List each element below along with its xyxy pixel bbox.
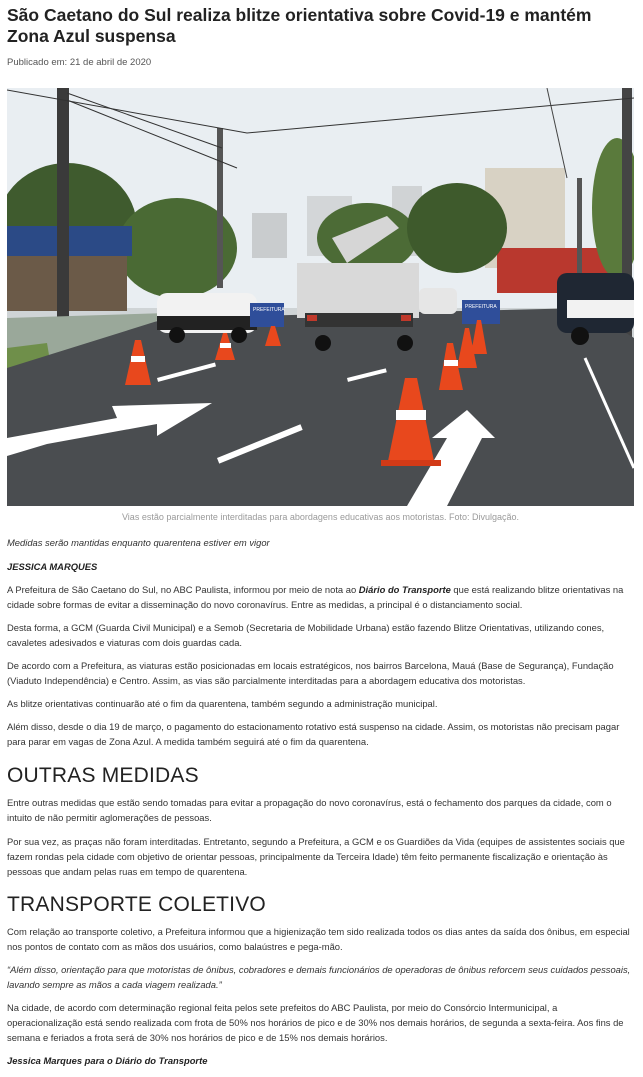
publish-date: Publicado em: 21 de abril de 2020 <box>7 57 152 68</box>
paragraph-6: Entre outras medidas que estão sendo tomadas para evitar a propagação do novo coronavírus, está o fechamento dos parques da cidade, com o intuito de não permitir aglomerações de pessoas. <box>7 797 612 823</box>
barricade-sign-text: PREFEITURA <box>253 307 285 313</box>
article-title: São Caetano do Sul realiza blitze orientativa sobre Covid-19 e mantém Zona Azul suspensa <box>7 5 592 46</box>
quote-paragraph: “Além disso, orientação para que motoristas de ônibus, cobradores e demais funcionários de operadoras de ônibus reforcem seus cuidados pessoais, lavando sempre as mãos a cada viagem realizada.” <box>7 964 631 990</box>
paragraph-8: Com relação ao transporte coletivo, a Prefeitura informou que a higienização tem sido realizada todos os dias antes da saída dos ônibus, em especial nos pontos de contato com as mãos dos usuários, como balaústres e pega-mão. <box>7 926 630 952</box>
paragraph-1-pre: A Prefeitura de São Caetano do Sul, no ABC Paulista, informou por meio de nota ao <box>7 584 359 595</box>
section-heading-transporte-coletivo: TRANSPORTE COLETIVO <box>7 893 266 916</box>
author-name: JESSICA MARQUES <box>7 561 98 572</box>
article-photo <box>7 88 634 506</box>
street-blitz-photo <box>7 88 634 506</box>
paragraph-2: Desta forma, a GCM (Guarda Civil Municipal) e a Semob (Secretaria de Mobilidade Urbana) estão fazendo Blitze Orientativas, utilizando cones, cavaletes adesivados e viaturas com dois guardas cada. <box>7 622 605 648</box>
article-subtitle: Medidas serão mantidas enquanto quarentena estiver em vigor <box>7 537 270 548</box>
section-heading-outras-medidas: OUTRAS MEDIDAS <box>7 764 199 787</box>
paragraph-3: De acordo com a Prefeitura, as viaturas estão posicionadas em locais estratégicos, nos bairros Barcelona, Mauá (Base de Segurança), Fundação (Viaduto Independência) e Centro. Assim, as vias são parcialmente interditadas para a abordagem educativa dos motoristas. <box>7 660 614 686</box>
paragraph-5: Além disso, desde o dia 19 de março, o pagamento do estacionamento rotativo está suspenso na cidade. Assim, os motoristas não precisam pagar para parar em vagas de Zona Azul. A medida também seguirá até o fim da quarentena. <box>7 721 620 747</box>
paragraph-10: Na cidade, de acordo com determinação regional feita pelos sete prefeitos do ABC Paulista, por meio do Consórcio Intermunicipal, a operacionalização está sendo realizada com frota de 50% nos horários de pico e de 30% nos demais horários, de segunda a sexta-feira. Aos fins de semana e feriados a frota será de 30% nos horários de pico e de 15% nos demais horários. <box>7 1002 624 1043</box>
signature: Jessica Marques para o Diário do Transporte <box>7 1055 208 1066</box>
diario-do-transporte-link[interactable]: Diário do Transporte <box>358 584 451 595</box>
paragraph-1 <box>7 582 635 612</box>
photo-caption: Vias estão parcialmente interditadas para abordagens educativas aos motoristas. Foto: Divulgação. <box>121 512 520 522</box>
paragraph-1-post: que está realizando blitze orientativas na cidade sobre formas de evitar a disseminação do novo coronavírus. Entre as medidas, a principal é o distanciamento social. <box>7 584 624 610</box>
barricade-sign-text: PREFEITURA <box>465 304 497 310</box>
paragraph-4: As blitze orientativas continuarão até o fim da quarentena, também segundo a administração municipal. <box>7 698 438 709</box>
paragraph-7: Por sua vez, as praças não foram interditadas. Entretanto, segundo a Prefeitura, a GCM e os Guardiões da Vida (equipes de assistentes sociais que fazem rondas pela cidade com objetivo de orientar pessoas, principalmente da Terceira Idade) têm feito permanente fiscalização e orientação às pessoas que andam pelas ruas em tempo de quarentena. <box>7 836 625 877</box>
